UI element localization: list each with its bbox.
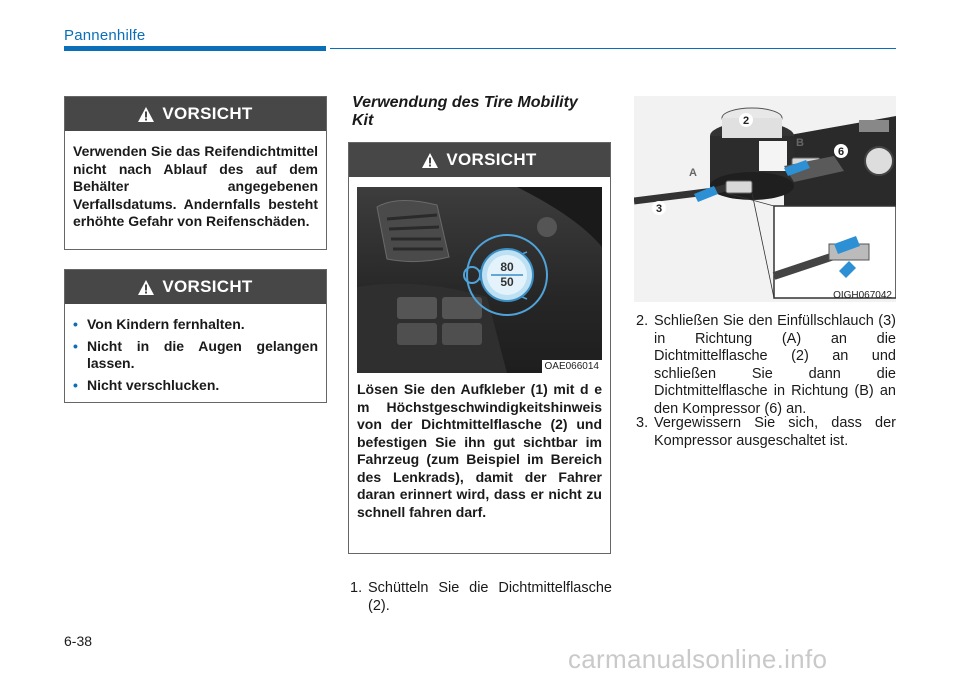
step-text: Vergewissern Sie sich, dass der Kompressor ausgeschaltet ist. (654, 415, 896, 449)
caution-list (73, 316, 318, 394)
page-number: 6-38 (64, 633, 93, 649)
callout-direction-b: B (796, 137, 804, 149)
warning-triangle-icon (138, 280, 154, 295)
caution-box-expiry (64, 96, 327, 250)
kit-figure (634, 96, 896, 302)
caution-header (65, 270, 326, 304)
header-rule-thin (330, 48, 896, 49)
caution-header (65, 97, 326, 131)
step-text: Schütteln Sie die Dichtmittelflasche (2). (368, 580, 612, 614)
bullet-icon: • (73, 376, 78, 393)
kit-illustration (634, 96, 896, 302)
watermark: carmanualsonline.info (568, 644, 828, 674)
header-rule-thick (64, 46, 326, 51)
callout-compressor: 6 (837, 146, 845, 158)
sticker-label-top: 80 (500, 260, 514, 274)
sticker-label-bottom: 50 (500, 275, 514, 289)
step-item (636, 313, 896, 418)
speed-sticker-icon (481, 249, 533, 301)
caution-box-speed-sticker (348, 142, 611, 554)
step-number: 3. (636, 415, 649, 431)
caution-text: Lösen Sie den Aufkleber (1) mit d e m Höchstgeschwindigkeitshinweis von der Dichtmittelflasche (2) und befestigen Sie ihn gut sichtbar im Fahrzeug (zum Beispiel im Bereich des Lenkrads), damit der Fahrer daran erinnert wird, dass er nicht zu schnell fahren darf. (357, 381, 602, 520)
caution-heading: VORSICHT (446, 150, 537, 169)
caution-heading: VORSICHT (162, 277, 253, 296)
caution-box-safety (64, 269, 327, 403)
figure-code: OIGH067042 (833, 290, 892, 301)
caution-text: Verwenden Sie das Reifendichtmittel nicht nach Ablauf des auf dem Behälter angegebenen Verfallsdatums. Andernfalls besteht erhöhte Gefahr von Reifenschäden. (73, 143, 318, 229)
callout-bottle: 2 (742, 115, 750, 127)
caution-list-wrap (65, 304, 326, 408)
section-title: Pannenhilfe (64, 27, 146, 44)
step-item (636, 415, 896, 450)
step-text: Schließen Sie den Einfüllschlauch (3) in Richtung (A) an die Dichtmittelflasche (2) an und schließen Sie dann die Dichtmittelflasche in Richtung (B) an den Kompressor (6) an. (654, 313, 896, 417)
warning-triangle-icon (422, 153, 438, 168)
step-item (350, 580, 612, 615)
warning-triangle-icon (138, 107, 154, 122)
list-item: • Nicht verschlucken. (73, 376, 220, 393)
list-item: • Von Kindern fernhalten. (73, 316, 245, 332)
callout-direction-a: A (689, 167, 697, 179)
section-heading: Verwendung des Tire Mobility Kit (352, 94, 578, 129)
caution-heading: VORSICHT (162, 104, 253, 123)
caution-header (349, 143, 610, 177)
callout-hose: 3 (655, 203, 663, 215)
dashboard-figure (357, 187, 602, 373)
bullet-icon: • (73, 337, 78, 354)
step-number: 2. (636, 313, 649, 329)
figure-code: OAE066014 (542, 360, 603, 373)
dashboard-illustration (357, 187, 602, 373)
step-number: 1. (350, 580, 363, 596)
list-item: • Nicht in die Augen gelangen lassen. (73, 337, 318, 371)
bullet-icon: • (73, 316, 78, 332)
